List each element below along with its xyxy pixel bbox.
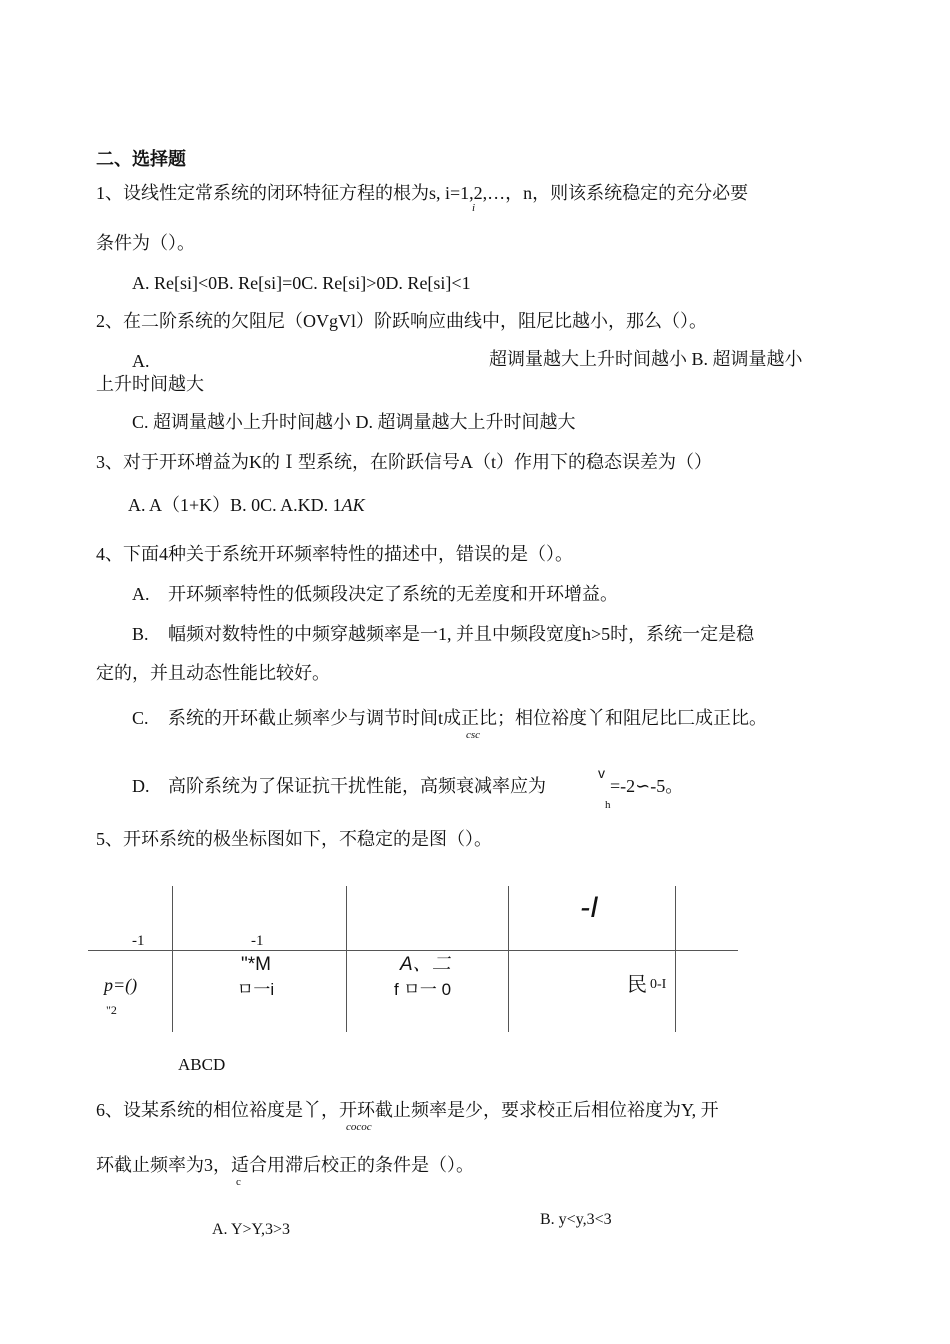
q3-stem: 3、对于开环增益为K的Ｉ型系统，在阶跃信号A（t）作用下的稳态误差为（）: [96, 452, 712, 472]
q2-options-cd: C. 超调量越小上升时间越小 D. 超调量越大上升时间越大: [132, 412, 576, 432]
q1-subscript: i: [472, 202, 476, 214]
q3-options: [128, 496, 365, 514]
q4-stem: 4、下面4种关于系统开环频率特性的描述中，错误的是（）。: [96, 544, 573, 564]
fig-d-min-label: 民: [627, 974, 647, 996]
q4-c-text: 系统的开环截止频率少与调节时间t成正比；相位裕度丫和阻尼比匚成正比。: [168, 708, 767, 728]
q6-subscript-2: c: [236, 1176, 241, 1188]
q4-b-text: 幅频对数特性的中频穿越频率是一1, 并且中频段宽度h>5时，系统一定是稳: [168, 624, 755, 644]
q2-options-ab: 超调量越大上升时间越小 B. 超调量越小: [489, 349, 803, 369]
fig-c-bottom-label: f ㅁ一 0: [394, 981, 452, 996]
q4-b-cont: 定的，并且动态性能比较好。: [96, 663, 330, 683]
figure-divider-3: [508, 886, 509, 1032]
q4-d-equation: =-2∽-5。: [610, 776, 684, 796]
q3-options-tail: AK: [341, 495, 365, 515]
q4-a-label: A.: [132, 584, 150, 604]
figure-divider-2: [346, 886, 347, 1032]
q4-d-text: 高阶系统为了保证抗干扰性能，高频衰减率应为: [168, 776, 546, 796]
fig-b-bottom-label: ㅁ一i: [237, 981, 275, 996]
q2-stem: 2、在二阶系统的欠阻尼（OVgVl）阶跃响应曲线中，阻尼比越小，那么（）。: [96, 311, 707, 331]
q2-option-a-label: A.: [132, 351, 150, 371]
q6-stem: 6、设某系统的相位裕度是丫，开环截止频率是少，要求校正后相位裕度为Y, 开: [96, 1100, 719, 1120]
fig-b-top-label: "*M: [241, 954, 271, 975]
q5-stem: 5、开环系统的极坐标图如下，不稳定的是图（）。: [96, 829, 492, 849]
q4-c-label: C.: [132, 708, 149, 728]
q6-stem-cont: 环截止频率为3，适合用滞后校正的条件是（）。: [96, 1155, 474, 1175]
q3-options-prefix: A. A（1+K）B. 0C. A.KD. 1: [128, 495, 342, 515]
q6-option-a: A. Y>Y,3>3: [212, 1221, 291, 1238]
fig-b-neg-one: -1: [251, 933, 264, 949]
fig-c-top-label: A、二: [400, 954, 451, 975]
q2-option-b-cont: 上升时间越大: [96, 374, 204, 394]
q4-d-superscript: v: [598, 765, 605, 781]
figure-divider-1: [172, 886, 173, 1032]
q4-b-label: B.: [132, 624, 149, 644]
q5-caption: ABCD: [178, 1055, 226, 1074]
fig-a-neg-one: -1: [132, 933, 145, 949]
fig-d-small-label: 0-I: [650, 977, 667, 992]
q4-a-text: 开环频率特性的低频段决定了系统的无差度和开环增益。: [168, 584, 618, 604]
q6-subscript-1: cococ: [346, 1121, 372, 1133]
q4-d-subscript: h: [605, 799, 611, 811]
q1-stem: 1、设线性定常系统的闭环特征方程的根为s, i=1,2,…，n，则该系统稳定的充分必要: [96, 183, 749, 203]
q1-stem-cont: 条件为（）。: [96, 233, 195, 253]
fig-d-big-label: -I: [580, 891, 599, 924]
q1-options: A. Re[si]<0B. Re[si]=0C. Re[si]>0D. Re[si]<1: [132, 273, 471, 293]
figure-axis-line: [88, 950, 738, 951]
q4-d-label: D.: [132, 776, 150, 796]
q4-c-subscript: csc: [466, 729, 481, 741]
figure-divider-4: [675, 886, 676, 1032]
fig-a-p-label: p=(): [104, 975, 138, 995]
q6-option-b: B. y<y,3<3: [540, 1211, 612, 1228]
section-title: 二、选择题: [96, 149, 186, 169]
fig-a-quote-label: "2: [106, 1003, 117, 1017]
